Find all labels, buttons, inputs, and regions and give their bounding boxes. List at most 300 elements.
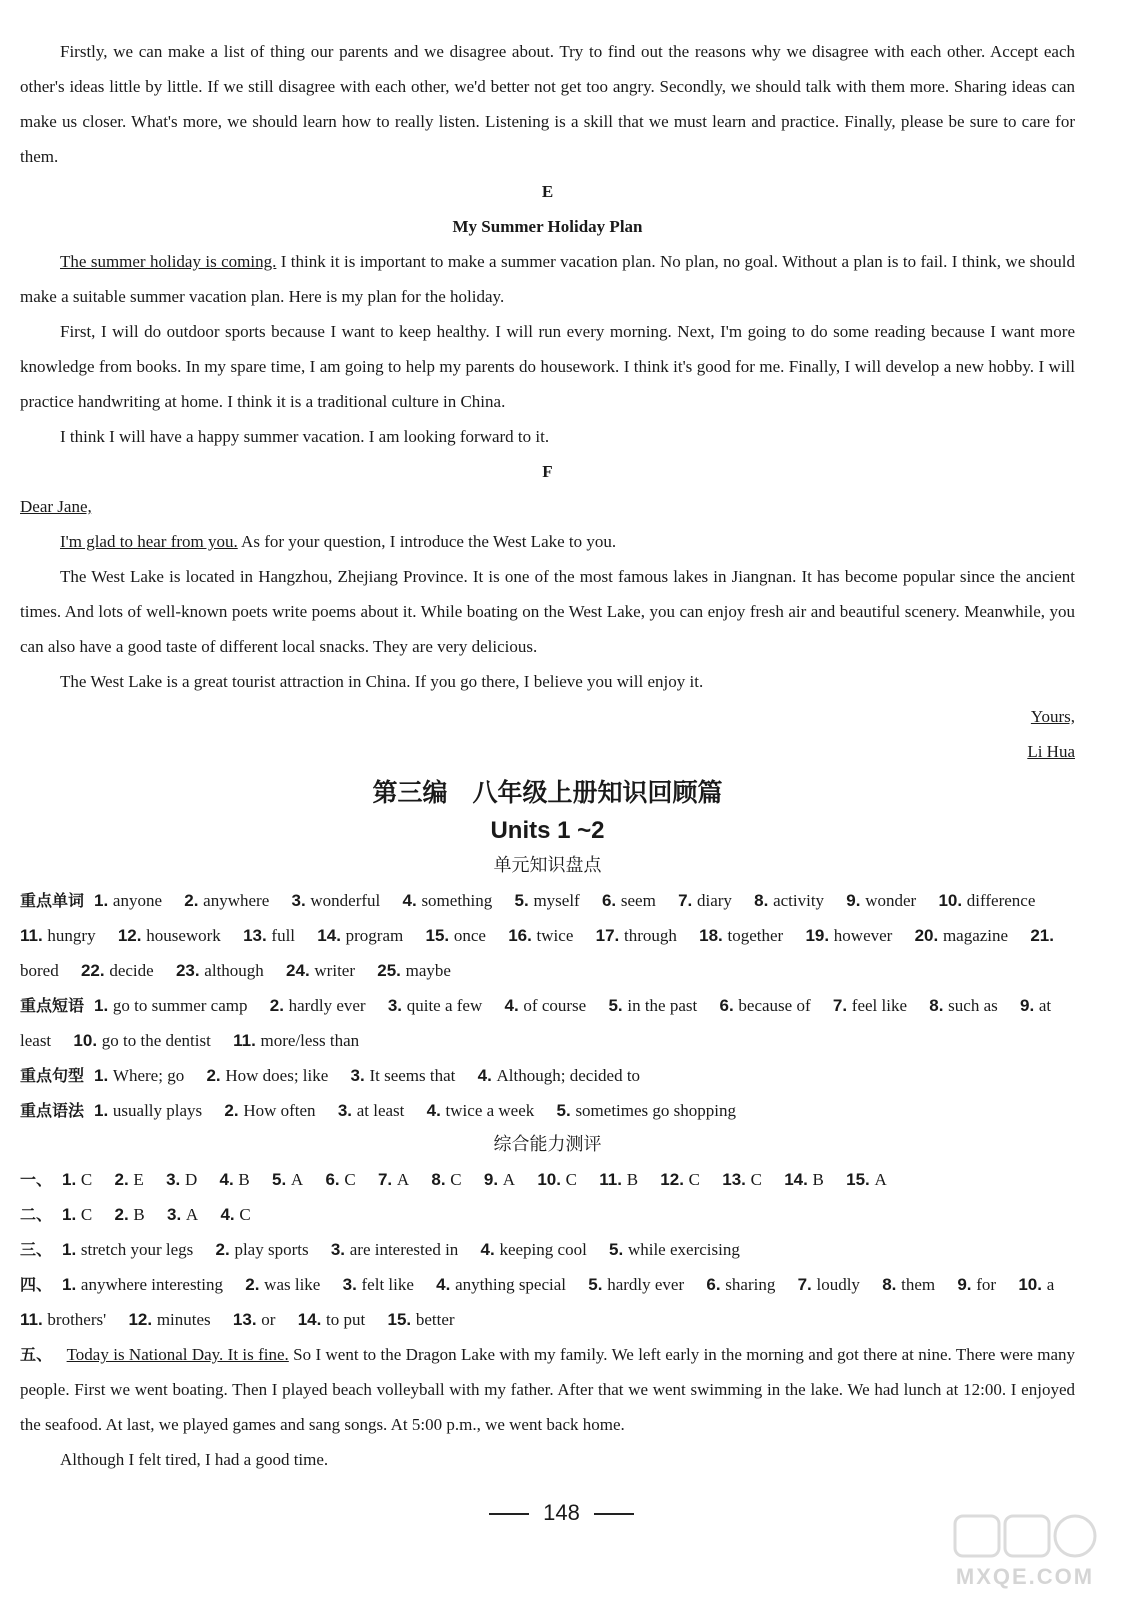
- vocab-item-number: 8.: [754, 891, 774, 910]
- vocab-item-number: 7.: [678, 891, 697, 910]
- phrases-item: [608, 996, 697, 1015]
- q4-item: [588, 1275, 684, 1294]
- vocab-item-text: although: [204, 961, 264, 980]
- phrases-item-number: 1.: [94, 996, 113, 1015]
- phrases-item: [833, 996, 907, 1015]
- section-f-paragraph-2: The West Lake is located in Hangzhou, Zhejiang Province. It is one of the most famous lakes in Jiangnan. It has become popular since the ancient times. And lots of well-known poets write poems about it. While boating on the West Lake, you can enjoy fresh air and beautiful scenery. Meanwhile, you can also have a good taste of different local snacks. They are very delicious.: [20, 567, 1075, 656]
- q1-item-number: 6.: [325, 1170, 345, 1189]
- vocab-item-text: wonder: [865, 891, 917, 910]
- vocab-item-text: program: [345, 926, 404, 945]
- section-e-letter: E: [541, 182, 554, 201]
- vocab-item-text: however: [833, 926, 893, 945]
- sentences-item-text: Although; decided to: [496, 1066, 641, 1085]
- vocab-item: [176, 961, 264, 980]
- q1-item-text: C: [344, 1170, 356, 1189]
- q2-item-text: C: [80, 1205, 93, 1224]
- vocab-item-number: 15.: [425, 926, 454, 945]
- vocab-item: [596, 926, 677, 945]
- sentences-list: [94, 1066, 658, 1085]
- q3-item: [609, 1240, 740, 1259]
- q3-item-number: 5.: [609, 1240, 628, 1259]
- phrases-label: 重点短语: [20, 996, 85, 1015]
- vocab-item: [94, 891, 162, 910]
- sentences-item-number: 1.: [94, 1066, 113, 1085]
- sentences-item-text: It seems that: [369, 1066, 456, 1085]
- vocab-item-text: difference: [966, 891, 1036, 910]
- q3-row: [20, 1232, 1075, 1267]
- q4-item: [128, 1310, 210, 1329]
- page-number-dash-right: [594, 1513, 634, 1515]
- phrases-item: [929, 996, 997, 1015]
- vocab-item: [508, 926, 573, 945]
- vocab-item-text: activity: [773, 891, 825, 910]
- q1-item-text: E: [133, 1170, 144, 1189]
- q4-item: [706, 1275, 775, 1294]
- sentences-label: 重点句型: [20, 1066, 85, 1085]
- q4-item-text: a: [1046, 1275, 1055, 1294]
- vocab-item: [286, 961, 355, 980]
- vocab-item-number: 14.: [317, 926, 346, 945]
- vocab-item: [243, 926, 295, 945]
- q5-label: 五、: [20, 1345, 53, 1364]
- q1-label: 一、: [20, 1170, 53, 1189]
- q1-item-number: 15.: [846, 1170, 875, 1189]
- vocab-item-text: writer: [314, 961, 355, 980]
- vocab-item: [118, 926, 221, 945]
- vocab-item-text: hungry: [47, 926, 96, 945]
- vocab-item-number: 20.: [914, 926, 943, 945]
- q4-item-number: 7.: [797, 1275, 817, 1294]
- phrases-item: [720, 996, 811, 1015]
- q4-item: [798, 1275, 860, 1294]
- q4-item-number: 15.: [387, 1310, 416, 1329]
- q1-item: [484, 1170, 515, 1189]
- watermark-logo: [945, 1512, 1105, 1592]
- vocab-item: [938, 891, 1035, 910]
- q1-item: [115, 1170, 144, 1189]
- section-e-paragraph-3: I think I will have a happy summer vacation. I am looking forward to it.: [60, 427, 550, 446]
- q4-item: [62, 1275, 223, 1294]
- q1-item-number: 1.: [62, 1170, 81, 1189]
- phrases-item-number: 5.: [608, 996, 628, 1015]
- vocab-item-text: maybe: [405, 961, 451, 980]
- vocab-list: [20, 891, 1054, 980]
- q1-item: [272, 1170, 303, 1189]
- q3-item-text: keeping cool: [499, 1240, 587, 1259]
- units-title: Units 1 ~2: [490, 817, 605, 844]
- phrases-item-text: hardly ever: [288, 996, 366, 1015]
- section-f-p1-rest: As for your question, I introduce the West Lake to you.: [237, 532, 617, 551]
- section-f-underlined-sentence: I'm glad to hear from you.: [60, 532, 238, 551]
- vocab-item-number: 18.: [699, 926, 728, 945]
- q4-item-text: anywhere interesting: [80, 1275, 224, 1294]
- phrases-item-text: go to the dentist: [101, 1031, 211, 1050]
- q4-item-number: 14.: [297, 1310, 327, 1329]
- vocab-item: [403, 891, 493, 910]
- q1-item: [431, 1170, 461, 1189]
- vocab-item-number: 21.: [1030, 926, 1054, 945]
- grammar-item-text: at least: [356, 1101, 405, 1120]
- q4-item-text: was like: [264, 1275, 321, 1294]
- sentences-item-number: 3.: [350, 1066, 370, 1085]
- sentences-item-text: Where; go: [112, 1066, 185, 1085]
- q3-item-number: 3.: [330, 1240, 350, 1259]
- q4-item-number: 11.: [20, 1310, 48, 1329]
- vocab-item: [846, 891, 916, 910]
- q5-paragraph-2: Although I felt tired, I had a good time.: [60, 1450, 329, 1469]
- q1-item-text: B: [238, 1170, 250, 1189]
- vocab-item: [184, 891, 269, 910]
- grammar-item-text: usually plays: [112, 1101, 203, 1120]
- q5-rest: So I went to the Dragon Lake with my family. We left early in the morning and got there at nine. There were many people. First we went boating. Then I played beach volleyball with my father. After that we went swimming in the lake. We had lunch at 12:00. I enjoyed the seafood. At last, we played games and sang songs. At 5:00 p.m., we went back home.: [20, 1345, 1075, 1434]
- phrases-item-text: such as: [948, 996, 998, 1015]
- q1-list: [62, 1170, 905, 1189]
- section-e-paragraph-2: First, I will do outdoor sports because I want to keep healthy. I will run every morning. Next, I'm going to do some reading because I want more knowledge from books. In my spare time, I am going to help my parents do housework. I think it's good for me. Finally, I will develop a new hobby. I will practice handwriting at home. I think it is a traditional culture in China.: [20, 322, 1075, 411]
- sentences-item-number: 4.: [477, 1066, 497, 1085]
- q1-item-text: C: [565, 1170, 578, 1189]
- phrases-item-number: 10.: [73, 1031, 102, 1050]
- phrases-item-text: go to summer camp: [112, 996, 248, 1015]
- vocab-item-text: together: [727, 926, 784, 945]
- phrases-item-number: 11.: [233, 1031, 261, 1050]
- q1-item-number: 9.: [483, 1170, 503, 1189]
- vocab-item: [678, 891, 732, 910]
- vocab-item: [425, 926, 485, 945]
- q1-item: [325, 1170, 355, 1189]
- q4-item-text: them: [901, 1275, 936, 1294]
- q2-item: [220, 1205, 250, 1224]
- signature-text: Li Hua: [1027, 742, 1075, 761]
- q1-item-number: 12.: [660, 1170, 689, 1189]
- q2-item-text: A: [185, 1205, 199, 1224]
- grammar-item: [427, 1101, 535, 1120]
- vocab-item-text: twice: [536, 926, 574, 945]
- vocab-item-number: 1.: [94, 891, 113, 910]
- q1-item-text: A: [502, 1170, 516, 1189]
- phrases-item-number: 9.: [1019, 996, 1039, 1015]
- grammar-item-number: 5.: [556, 1101, 576, 1120]
- q4-item: [233, 1310, 276, 1329]
- q2-item: [167, 1205, 198, 1224]
- q2-item-number: 1.: [62, 1205, 81, 1224]
- vocab-item-number: 25.: [377, 961, 406, 980]
- passage-d-tail: Firstly, we can make a list of thing our parents and we disagree about. Try to find out the reasons why we disagree with each other. Accept each other's ideas little by little. If we still disagree with each other, we'd better not get too angry. Secondly, we should talk with them more. Sharing ideas can make us closer. What's more, we should learn how to really listen. Listening is a skill that we must learn and practice. Finally, please be sure to care for them.: [20, 42, 1075, 166]
- vocab-item-number: 10.: [938, 891, 967, 910]
- vocab-item: [20, 926, 96, 945]
- q3-item: [481, 1240, 587, 1259]
- page-number-dash-left: [489, 1513, 529, 1515]
- vocab-item-number: 12.: [117, 926, 147, 945]
- phrases-item-text: feel like: [851, 996, 907, 1015]
- vocab-item-text: once: [453, 926, 486, 945]
- q1-item-number: 13.: [722, 1170, 751, 1189]
- q4-item: [882, 1275, 935, 1294]
- q3-item-number: 2.: [215, 1240, 235, 1259]
- q1-item-text: C: [80, 1170, 93, 1189]
- q1-item: [599, 1170, 638, 1189]
- q4-item-text: for: [976, 1275, 997, 1294]
- q1-item-number: 10.: [537, 1170, 566, 1189]
- q4-item: [388, 1310, 455, 1329]
- q5-row: [20, 1337, 1075, 1442]
- phrases-item-text: of course: [523, 996, 587, 1015]
- q1-item-text: D: [184, 1170, 198, 1189]
- phrases-item-text: quite a few: [406, 996, 483, 1015]
- vocab-item-text: something: [421, 891, 493, 910]
- subheading-knowledge: 单元知识盘点: [493, 855, 602, 876]
- section-e-title: My Summer Holiday Plan: [452, 217, 643, 236]
- q1-item-number: 11.: [599, 1170, 627, 1189]
- q1-item: [722, 1170, 762, 1189]
- vocab-item-number: 17.: [595, 926, 624, 945]
- q5-underlined-sentence: Today is National Day. It is fine.: [66, 1345, 289, 1364]
- grammar-item-number: 4.: [426, 1101, 446, 1120]
- vocab-item-text: wonderful: [310, 891, 381, 910]
- grammar-row: [20, 1093, 1075, 1128]
- q4-item: [20, 1310, 106, 1329]
- q1-item-number: 5.: [272, 1170, 291, 1189]
- q4-item-number: 6.: [706, 1275, 726, 1294]
- vocab-item-number: 16.: [508, 926, 537, 945]
- q3-item-text: while exercising: [627, 1240, 740, 1259]
- q2-item: [115, 1205, 145, 1224]
- closing-text: Yours,: [1030, 707, 1075, 726]
- phrases-item-number: 7.: [832, 996, 852, 1015]
- grammar-item: [338, 1101, 405, 1120]
- q1-item-number: 7.: [377, 1170, 397, 1189]
- vocab-item-number: 13.: [243, 926, 272, 945]
- q1-item-text: C: [750, 1170, 762, 1189]
- q1-item-text: A: [874, 1170, 887, 1189]
- sentences-item-number: 2.: [206, 1066, 226, 1085]
- vocab-item-text: decide: [109, 961, 154, 980]
- q3-item-text: are interested in: [349, 1240, 459, 1259]
- q4-item-text: better: [415, 1310, 455, 1329]
- vocab-item: [754, 891, 824, 910]
- vocab-item: [81, 961, 154, 980]
- q4-item-number: 4.: [436, 1275, 456, 1294]
- sentences-item-text: How does; like: [225, 1066, 329, 1085]
- vocab-item: [515, 891, 580, 910]
- q2-item-number: 3.: [167, 1205, 186, 1224]
- grammar-item: [224, 1101, 315, 1120]
- grammar-label: 重点语法: [20, 1101, 85, 1120]
- q4-item-number: 12.: [128, 1310, 157, 1329]
- q4-item-number: 2.: [245, 1275, 265, 1294]
- vocab-item: [317, 926, 403, 945]
- q3-item: [62, 1240, 193, 1259]
- q1-item-text: A: [290, 1170, 304, 1189]
- q1-item: [660, 1170, 700, 1189]
- q1-item-number: 14.: [784, 1170, 813, 1189]
- vocab-item-text: anywhere: [203, 891, 270, 910]
- vocab-item-number: 24.: [286, 961, 315, 980]
- vocab-item-text: full: [271, 926, 296, 945]
- q1-item-text: C: [688, 1170, 700, 1189]
- q2-item-text: B: [133, 1205, 145, 1224]
- grammar-item: [557, 1101, 736, 1120]
- vocab-item-number: 19.: [805, 926, 834, 945]
- q4-item: [298, 1310, 366, 1329]
- vocab-item-number: 22.: [80, 961, 110, 980]
- salutation-text: Dear Jane,: [20, 497, 92, 516]
- vocab-item-number: 6.: [601, 891, 621, 910]
- grammar-item-number: 2.: [224, 1101, 244, 1120]
- q4-item: [957, 1275, 996, 1294]
- vocab-item-number: 5.: [514, 891, 534, 910]
- q1-item-text: B: [812, 1170, 824, 1189]
- q2-item-number: 4.: [220, 1205, 240, 1224]
- q4-item-text: or: [261, 1310, 276, 1329]
- phrases-item: [388, 996, 482, 1015]
- vocab-item-number: 2.: [184, 891, 204, 910]
- grammar-item: [94, 1101, 202, 1120]
- vocab-item-number: 23.: [175, 961, 205, 980]
- watermark-text: MXQE.COM: [955, 1564, 1095, 1589]
- vocab-item-number: 9.: [846, 891, 866, 910]
- vocab-item: [915, 926, 1009, 945]
- q2-list: [62, 1205, 269, 1224]
- section-e-paragraph-1: [20, 244, 1075, 314]
- vocab-item-text: diary: [696, 891, 732, 910]
- q4-item: [436, 1275, 566, 1294]
- document-page: [20, 34, 1075, 1477]
- section-e-underlined-sentence: The summer holiday is coming.: [60, 252, 277, 271]
- section-title: 第三编 八年级上册知识回顾篇: [372, 778, 723, 807]
- q4-item-text: sharing: [725, 1275, 776, 1294]
- q4-item-number: 3.: [342, 1275, 362, 1294]
- phrases-item: [94, 996, 247, 1015]
- q4-item-text: loudly: [816, 1275, 860, 1294]
- vocab-item-text: anyone: [112, 891, 163, 910]
- q4-item-number: 8.: [882, 1275, 902, 1294]
- vocab-item-text: magazine: [942, 926, 1009, 945]
- q1-item-number: 3.: [166, 1170, 185, 1189]
- q1-item-number: 2.: [114, 1170, 134, 1189]
- grammar-item-text: sometimes go shopping: [575, 1101, 736, 1120]
- section-f-letter: F: [542, 462, 553, 481]
- vocab-row: [20, 883, 1075, 988]
- q4-item-number: 10.: [1018, 1275, 1047, 1294]
- q3-item: [216, 1240, 309, 1259]
- q4-list: [20, 1275, 1072, 1329]
- q4-row: [20, 1267, 1075, 1337]
- q3-item-number: 1.: [62, 1240, 81, 1259]
- phrases-item: [505, 996, 587, 1015]
- q4-item-text: hardly ever: [607, 1275, 685, 1294]
- vocab-item-text: housework: [146, 926, 221, 945]
- sentences-item: [351, 1066, 456, 1085]
- q3-label: 三、: [20, 1240, 53, 1259]
- phrases-item: [270, 996, 366, 1015]
- q2-label: 二、: [20, 1205, 53, 1224]
- q1-item: [220, 1170, 250, 1189]
- q4-item-text: anything special: [455, 1275, 567, 1294]
- q1-item: [378, 1170, 409, 1189]
- q4-item: [343, 1275, 414, 1294]
- section-f-paragraph-1: [20, 524, 1075, 559]
- q1-item-text: A: [396, 1170, 410, 1189]
- grammar-item-number: 1.: [94, 1101, 113, 1120]
- phrases-item-number: 6.: [719, 996, 739, 1015]
- sentences-item: [206, 1066, 328, 1085]
- grammar-item-number: 3.: [337, 1101, 357, 1120]
- q3-item: [331, 1240, 458, 1259]
- phrases-item-number: 8.: [929, 996, 949, 1015]
- q4-item-text: felt like: [361, 1275, 414, 1294]
- grammar-item-text: twice a week: [445, 1101, 535, 1120]
- q3-item-text: play sports: [234, 1240, 309, 1259]
- vocab-item-number: 3.: [291, 891, 311, 910]
- q2-item-number: 2.: [114, 1205, 134, 1224]
- q4-item-text: brothers': [47, 1310, 107, 1329]
- q1-item: [166, 1170, 197, 1189]
- q4-item-number: 5.: [588, 1275, 608, 1294]
- vocab-item: [292, 891, 381, 910]
- phrases-list: [20, 996, 1051, 1050]
- q2-row: [20, 1197, 1075, 1232]
- phrases-item-number: 4.: [504, 996, 524, 1015]
- vocab-item: [699, 926, 783, 945]
- page-number-text: 148: [543, 1500, 580, 1525]
- q4-item-number: 13.: [232, 1310, 262, 1329]
- vocab-item-text: seem: [620, 891, 656, 910]
- sentences-row: [20, 1058, 1075, 1093]
- q1-item: [62, 1170, 92, 1189]
- phrases-item: [233, 1031, 359, 1050]
- vocab-item: [602, 891, 656, 910]
- q1-item-number: 4.: [219, 1170, 239, 1189]
- q3-item-text: stretch your legs: [80, 1240, 194, 1259]
- q2-item: [62, 1205, 92, 1224]
- subheading-test: 综合能力测评: [493, 1134, 602, 1155]
- vocab-item: [805, 926, 892, 945]
- q3-item-number: 4.: [480, 1240, 500, 1259]
- section-f-paragraph-3: The West Lake is a great tourist attraction in China. If you go there, I believe you will enjoy it.: [60, 672, 704, 691]
- q1-row: [20, 1162, 1075, 1197]
- section-f-salutation: [20, 489, 1075, 524]
- q4-item-number: 9.: [957, 1275, 977, 1294]
- sentences-item: [94, 1066, 184, 1085]
- vocab-item-text: bored: [20, 961, 59, 980]
- phrases-row: [20, 988, 1075, 1058]
- vocab-item: [377, 961, 451, 980]
- phrases-item-text: because of: [738, 996, 811, 1015]
- q4-item: [245, 1275, 320, 1294]
- sentences-item: [478, 1066, 640, 1085]
- phrases-item-number: 2.: [269, 996, 289, 1015]
- q1-item: [537, 1170, 577, 1189]
- q1-item-text: B: [626, 1170, 639, 1189]
- q4-item-text: to put: [326, 1310, 366, 1329]
- q4-item-number: 1.: [62, 1275, 81, 1294]
- section-e-p1-rest: I think it is important to make a summer vacation plan. No plan, no goal. Without a plan is to fail. I think, we should make a suitable summer vacation plan. Here is my plan for the holiday.: [20, 252, 1075, 306]
- grammar-list: [94, 1101, 754, 1120]
- grammar-item-text: How often: [243, 1101, 316, 1120]
- phrases-item: [73, 1031, 210, 1050]
- letter-signature: [20, 734, 1075, 769]
- phrases-item-number: 3.: [387, 996, 407, 1015]
- vocab-item-number: 11.: [20, 926, 48, 945]
- q1-item-text: C: [450, 1170, 462, 1189]
- q1-item: [784, 1170, 824, 1189]
- q1-item: [846, 1170, 887, 1189]
- q4-label: 四、: [20, 1275, 53, 1294]
- letter-closing: [20, 699, 1075, 734]
- vocab-item-number: 4.: [402, 891, 422, 910]
- phrases-item-text: more/less than: [260, 1031, 360, 1050]
- q2-item-text: C: [239, 1205, 251, 1224]
